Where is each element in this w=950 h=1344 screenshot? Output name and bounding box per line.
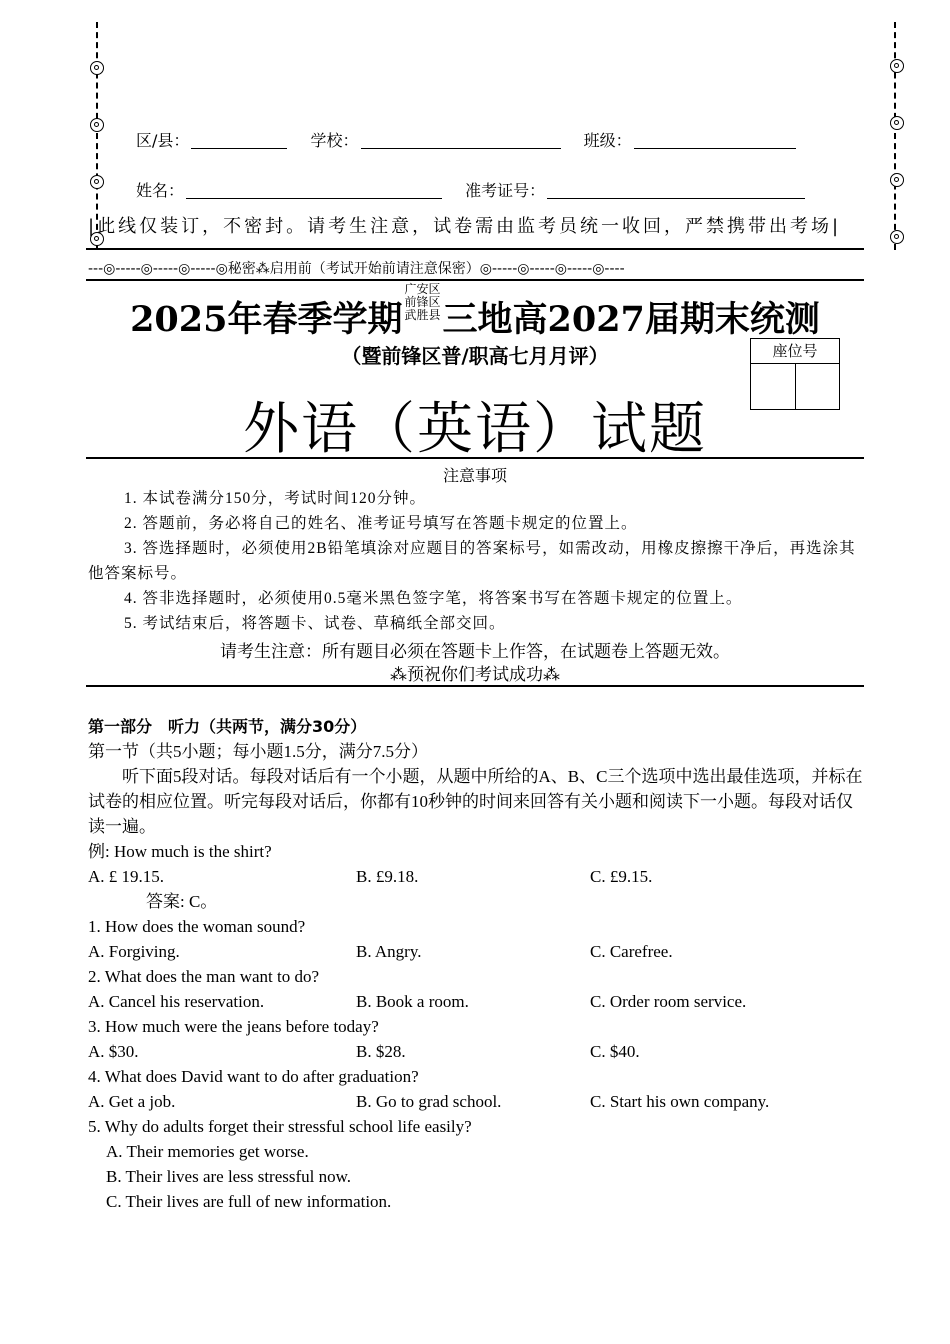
region-wusheng: 武胜县: [404, 308, 441, 322]
binding-ring-icon: [890, 59, 904, 73]
district-label: 区/县：: [136, 131, 190, 150]
info-row-2: [136, 178, 823, 201]
option-c: C. Carefree.: [590, 942, 673, 961]
exam-subtitle: （暨前锋区普/职高七月月评）: [341, 344, 609, 368]
exam-title: [0, 283, 950, 342]
name-blank[interactable]: [186, 182, 442, 199]
exam-id-blank[interactable]: [547, 182, 805, 199]
notice-heading: 注意事项: [442, 466, 507, 485]
exam-title-right: 三地高2027届期末统测: [442, 299, 820, 340]
option-c: C. Their lives are full of new information.: [106, 1192, 392, 1211]
option-a: A. Get a job.: [88, 1092, 176, 1111]
part-heading: 第一部分 听力（共两节，满分30分）: [88, 717, 367, 736]
binding-ring-icon: [890, 173, 904, 187]
name-label: 姓名：: [136, 181, 185, 200]
question-2-options: [88, 989, 868, 1014]
exam-id-label: 准考证号：: [465, 181, 546, 200]
question-3-options: [88, 1039, 868, 1064]
option-a: A. $30.: [88, 1042, 139, 1061]
notice-item: 2. 答题前，务必将自己的姓名、准考证号填写在答题卡规定的位置上。: [124, 515, 638, 532]
seat-number-label: 座位号: [751, 339, 839, 364]
option-c: C. Start his own company.: [590, 1092, 770, 1111]
divider: [86, 685, 864, 687]
option-a: A. Their memories get worse.: [106, 1142, 309, 1161]
option-a: A. £ 19.15.: [88, 867, 165, 886]
binding-ring-icon: [890, 116, 904, 130]
option-b: B. Angry.: [356, 942, 422, 961]
section-heading: 第一节（共5小题；每小题1.5分，满分7.5分）: [88, 742, 428, 761]
divider: [86, 457, 864, 459]
option-b: B. Book a room.: [356, 992, 469, 1011]
example-answer: 答案: C。: [146, 892, 218, 911]
class-blank[interactable]: [634, 132, 796, 149]
example-options: [88, 864, 868, 889]
school-blank[interactable]: [361, 132, 561, 149]
option-b: B. Their lives are less stressful now.: [106, 1167, 352, 1186]
question-1-options: [88, 939, 868, 964]
exam-title-left: 2025年春季学期: [130, 299, 403, 340]
school-label: 学校：: [310, 131, 359, 150]
seal-notice: |此线仅装订，不密封。请考生注意，试卷需由监考员统一收回，严禁携带出考场|: [88, 216, 842, 237]
example-question: 例: How much is the shirt?: [88, 842, 272, 861]
question-3: 3. How much were the jeans before today?: [88, 1017, 379, 1036]
notice-list: [88, 486, 864, 636]
option-b: B. £9.18.: [356, 867, 419, 886]
question-4: 4. What does David want to do after graduation?: [88, 1067, 419, 1086]
question-1: 1. How does the woman sound?: [88, 917, 306, 936]
listening-section: [88, 714, 868, 1214]
option-c: C. Order room service.: [590, 992, 747, 1011]
question-2: 2. What does the man want to do?: [88, 967, 320, 986]
question-4-options: [88, 1089, 868, 1114]
option-a: A. Forgiving.: [88, 942, 180, 961]
notice-item: 4. 答非选择题时，必须使用0.5毫米黑色签字笔，将答案书写在答题卡规定的位置上。: [124, 590, 743, 607]
region-guangan: 广安区: [404, 282, 441, 296]
subject-title: 外语（英语）试题: [243, 397, 707, 462]
binding-ring-icon: [90, 118, 104, 132]
region-qianfeng: 前锋区: [404, 295, 441, 309]
binding-ring-icon: [890, 230, 904, 244]
notice-item: 5. 考试结束后，将答题卡、试卷、草稿纸全部交回。: [124, 615, 506, 632]
option-b: B. $28.: [356, 1042, 406, 1061]
class-label: 班级：: [583, 131, 632, 150]
binding-line-right: [894, 22, 896, 250]
notice-wish: ⁂预祝你们考试成功⁂: [390, 665, 560, 685]
question-5: 5. Why do adults forget their stressful school life easily?: [88, 1117, 472, 1136]
option-c: C. $40.: [590, 1042, 640, 1061]
district-blank[interactable]: [191, 132, 287, 149]
region-stack: [404, 283, 440, 322]
binding-ring-icon: [90, 61, 104, 75]
option-a: A. Cancel his reservation.: [88, 992, 265, 1011]
secret-line: ---◎-----◎-----◎-----◎秘密⁂启用前（考试开始前请注意保密）◎-----◎-----◎-----◎----: [88, 261, 625, 277]
notice-item: 1. 本试卷满分150分，考试时间120分钟。: [124, 490, 427, 507]
binding-ring-icon: [90, 175, 104, 189]
notice-warning: 请考生注意：所有题目必须在答题卡上作答，在试题卷上答题无效。: [220, 642, 730, 662]
divider: [86, 279, 864, 281]
option-b: B. Go to grad school.: [356, 1092, 502, 1111]
listening-instructions: 听下面5段对话。每段对话后有一个小题，从题中所给的A、B、C三个选项中选出最佳选项，并标在试卷的相应位置。听完每段对话后，你都有10秒钟的时间来回答有关小题和阅读下一小题。每段对话仅读一遍。: [88, 767, 863, 836]
notice-item: 3. 答选择题时，必须使用2B铅笔填涂对应题目的答案标号，如需改动，用橡皮擦擦干净后，再选涂其他答案标号。: [88, 540, 856, 582]
info-row-1: [136, 128, 814, 151]
divider: [86, 248, 864, 250]
option-c: C. £9.15.: [590, 867, 653, 886]
